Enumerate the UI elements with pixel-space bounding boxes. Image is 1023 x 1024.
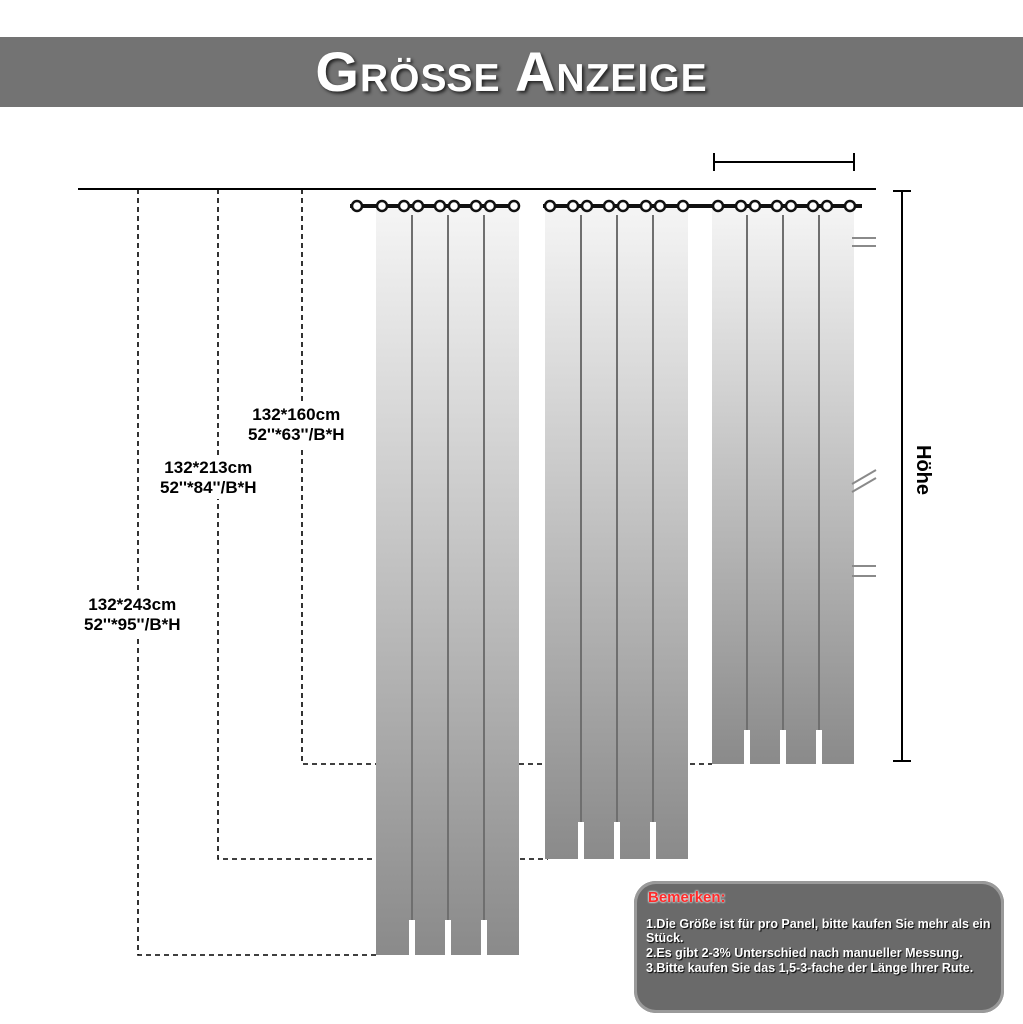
size-label-243 [82,594,183,636]
size-label-160 [246,404,347,446]
notes-box [634,881,1004,1013]
grommet-icon [352,201,519,211]
curtain-panel-213 [543,201,688,860]
size-inch: 52''*84''/B*H [160,478,257,497]
note-item: 2.Es gibt 2-3% Unterschied nach manueller Messung. [646,946,963,960]
size-cm: 132*213cm [164,458,253,477]
size-cm: 132*243cm [88,595,177,614]
note-item: 3.Bitte kaufen Sie das 1,5-3-fache der Länge Ihrer Rute. [646,961,974,975]
curtain-panel-160 [688,201,862,765]
width-indicator-icon [714,153,854,171]
curtain-panel-243 [350,201,519,956]
notes-title: Bemerken: [648,889,726,906]
height-label: Höhe [912,445,934,495]
size-inch: 52''*95''/B*H [84,615,181,634]
page-title: Größe Anzeige [315,40,708,103]
decorative-marks [852,238,876,576]
notes-list [646,917,991,976]
note-item: 1.Die Größe ist für pro Panel, bitte kaufen Sie mehr als ein Stück. [646,917,991,945]
guide-243 [138,189,380,955]
size-inch: 52''*63''/B*H [248,425,345,444]
size-cm: 132*160cm [252,405,341,424]
size-label-213 [158,457,259,499]
